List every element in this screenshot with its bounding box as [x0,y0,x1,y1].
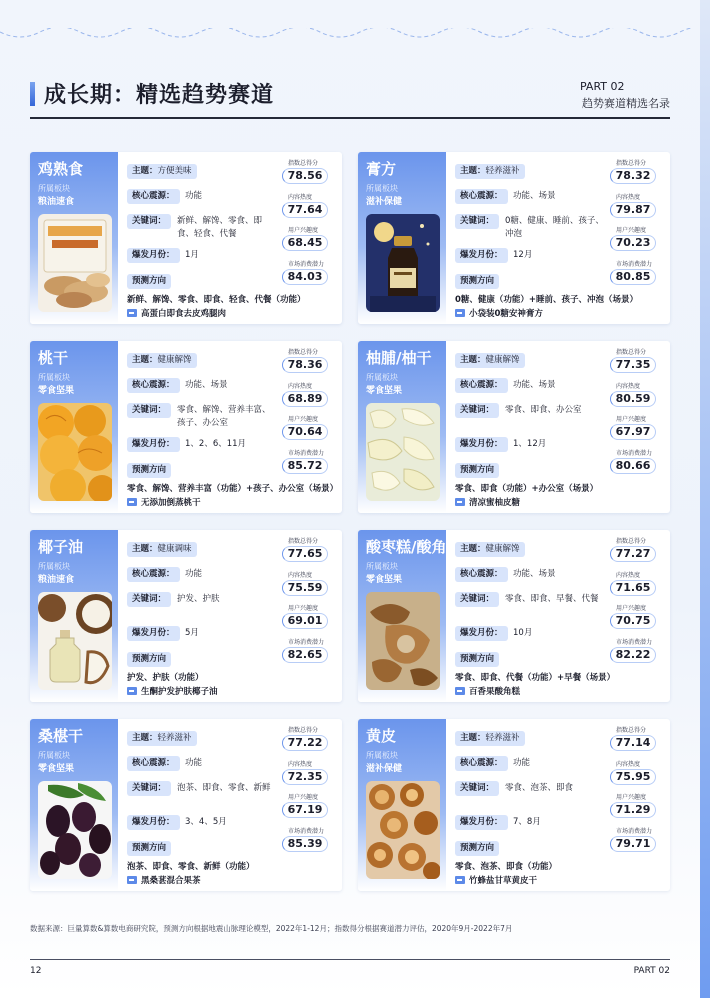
core-label: 核心震源： [132,191,175,201]
core-pill [455,567,508,582]
keywords-value: 泡茶、即食、零食、新鲜 [177,783,271,793]
month-label: 爆发月份： [132,628,175,638]
keywords-label: 关键词： [132,783,167,793]
keywords-pill [127,592,171,607]
total-score-label: 指数总得分 [616,727,647,734]
month-pill [127,626,180,641]
keywords-pill [455,214,499,229]
core-value: 功能、场景 [513,380,556,390]
content-heat-value: 71.65 [610,580,656,596]
recommended-product [127,685,218,697]
user-interest-label: 用户兴趣度 [616,227,647,234]
month-label: 爆发月份： [460,250,503,260]
theme-label: 主题： [460,355,486,365]
month-label: 爆发月份： [132,439,175,449]
market-potential-value: 85.72 [282,458,328,474]
recommended-product-name: 小袋装0糖安神膏方 [469,309,543,319]
month-pill [127,248,180,263]
month-value: 10月 [513,628,533,638]
core-value: 功能 [185,758,203,768]
segment-value: 零食坚果 [366,386,403,396]
core-value: 功能、场景 [185,380,228,390]
market-potential-value: 80.66 [610,458,656,474]
content-heat-value: 77.64 [282,202,328,218]
core-pill [127,567,180,582]
category-name: 桃干 [38,349,69,367]
keywords-value: 零食、解馋、营养丰富、孩子、办公室 [177,405,271,428]
total-score-value: 78.56 [282,168,328,184]
keywords-pill [455,592,499,607]
trend-card [358,530,670,702]
month-value: 1、2、6、11月 [185,439,247,449]
month-label: 爆发月份： [132,817,175,827]
total-score-value: 77.27 [610,546,656,562]
market-potential-label: 市场消费潜力 [616,450,653,457]
theme-label: 主题： [132,355,158,365]
content-heat-value: 68.89 [282,391,328,407]
theme-label: 主题： [132,544,158,554]
category-panel [358,719,446,891]
score-metrics [608,341,668,481]
theme-pill [127,353,197,368]
forecast-pill: 预测方向 [455,841,499,856]
month-pill [455,248,508,263]
core-value: 功能、场景 [513,569,556,579]
total-score-value: 77.35 [610,357,656,373]
score-metrics [608,152,668,292]
score-metrics [608,719,668,859]
total-score-value: 78.36 [282,357,328,373]
arrow-tag-icon [455,498,465,506]
month-value: 1月 [185,250,199,260]
forecast-text: 泡茶、即食、零食、新鲜（功能） [127,862,255,872]
recommended-product [455,307,543,319]
forecast-pill: 预测方向 [127,274,171,289]
month-value: 3、4、5月 [185,817,227,827]
theme-pill [455,731,525,746]
total-score-label: 指数总得分 [616,538,647,545]
part-label: PART 02 [580,80,625,93]
month-value: 7、8月 [513,817,541,827]
market-potential-value: 79.71 [610,836,656,852]
segment-label: 所属板块 [366,373,398,382]
segment-value: 零食坚果 [38,386,75,396]
trend-card [358,341,670,513]
month-label: 爆发月份： [460,628,503,638]
content-heat-label: 内容热度 [288,572,313,579]
recommended-product-name: 清凉蜜柚皮糖 [469,498,521,508]
category-name: 酸枣糕/酸角 [366,538,447,556]
forecast-text: 零食、泡茶、即食（功能） [455,862,558,872]
recommended-product [455,496,520,508]
market-potential-label: 市场消费潜力 [288,639,325,646]
total-score-value: 77.22 [282,735,328,751]
right-edge-strip [700,0,710,998]
market-potential-label: 市场消费潜力 [288,261,325,268]
recommended-product-name: 竹蜂盐甘草黄皮干 [469,876,538,886]
core-label: 核心震源： [460,569,503,579]
segment-value: 滋补保健 [366,197,403,207]
theme-value: 健康解馋 [157,355,192,365]
core-value: 功能 [185,191,203,201]
core-pill [455,756,508,771]
recommended-product [127,496,201,508]
arrow-tag-icon [455,309,465,317]
keywords-label: 关键词： [132,405,167,415]
user-interest-value: 69.01 [282,613,328,629]
market-potential-label: 市场消费潜力 [616,828,653,835]
total-score-label: 指数总得分 [288,538,319,545]
market-potential-value: 85.39 [282,836,328,852]
chicken-jerky-photo [38,214,112,312]
keywords-value: 零食、泡茶、即食 [505,783,574,793]
theme-value: 健康调味 [157,544,192,554]
market-potential-label: 市场消费潜力 [616,639,653,646]
recommended-product-name: 黑桑葚混合果茶 [141,876,201,886]
theme-pill [455,542,525,557]
forecast-pill: 预测方向 [127,841,171,856]
market-potential-label: 市场消费潜力 [288,828,325,835]
core-value: 功能 [185,569,203,579]
month-pill [455,815,508,830]
theme-label: 主题： [132,166,158,176]
market-potential-label: 市场消费潜力 [288,450,325,457]
market-potential-label: 市场消费潜力 [616,261,653,268]
user-interest-value: 70.23 [610,235,656,251]
score-metrics [280,341,340,481]
keywords-label: 关键词： [132,594,167,604]
content-heat-value: 80.59 [610,391,656,407]
user-interest-label: 用户兴趣度 [616,605,647,612]
segment-value: 粮油速食 [38,575,75,585]
segment-label: 所属板块 [366,751,398,760]
category-name: 黄皮 [366,727,397,745]
category-name: 椰子油 [38,538,84,556]
forecast-text: 零食、解馋、营养丰富（功能）+孩子、办公室（场景） [127,484,339,494]
content-heat-label: 内容热度 [616,761,641,768]
core-label: 核心震源： [460,191,503,201]
month-label: 爆发月份： [460,817,503,827]
title-accent-bar [30,82,35,106]
forecast-pill: 预测方向 [127,652,171,667]
month-label: 爆发月份： [460,439,503,449]
theme-value: 轻养滋补 [485,166,520,176]
month-value: 5月 [185,628,199,638]
arrow-tag-icon [127,876,137,884]
mulberry-photo [38,781,112,879]
keywords-value: 新鲜、解馋、零食、即食、轻食、代餐 [177,216,263,239]
recommended-product [455,874,537,886]
forecast-pill: 预测方向 [455,463,499,478]
category-panel [30,719,118,891]
keywords-pill [127,403,171,418]
core-label: 核心震源： [460,758,503,768]
dried-peach-photo [38,403,112,501]
total-score-value: 77.14 [610,735,656,751]
theme-value: 轻养滋补 [157,733,192,743]
pomelo-peel-photo [366,403,440,501]
core-pill [455,189,508,204]
core-pill [127,378,180,393]
arrow-tag-icon [455,876,465,884]
forecast-text: 护发、护肤（功能） [127,673,204,683]
theme-value: 方便美味 [157,166,192,176]
content-heat-label: 内容热度 [616,194,641,201]
user-interest-value: 67.19 [282,802,328,818]
total-score-label: 指数总得分 [616,160,647,167]
user-interest-label: 用户兴趣度 [288,794,319,801]
month-pill [455,437,508,452]
theme-pill [127,164,197,179]
month-pill [455,626,508,641]
keywords-label: 关键词： [460,405,495,415]
footer-part-label: PART 02 [633,966,670,976]
total-score-value: 78.32 [610,168,656,184]
theme-value: 健康解馋 [485,544,520,554]
content-heat-value: 75.59 [282,580,328,596]
user-interest-label: 用户兴趣度 [616,416,647,423]
page-header [30,78,670,118]
recommended-product [455,685,520,697]
total-score-label: 指数总得分 [288,349,319,356]
trend-card [358,719,670,891]
core-pill [127,189,180,204]
theme-pill [455,164,525,179]
footer-divider [30,959,670,960]
core-label: 核心震源： [132,758,175,768]
category-name: 桑椹干 [38,727,84,745]
segment-label: 所属板块 [366,562,398,571]
core-label: 核心震源： [460,380,503,390]
theme-label: 主题： [460,166,486,176]
content-heat-value: 75.95 [610,769,656,785]
data-source-footnote: 数据来源：巨量算数&算数电商研究院，预测方向根据地震山脉理论模型，2022年1-12月；指数得分根据赛道潜力评估，2020年9月-2022年7月 [30,924,513,933]
category-name: 鸡熟食 [38,160,84,178]
theme-label: 主题： [460,733,486,743]
segment-label: 所属板块 [38,562,70,571]
herbal-paste-photo [366,214,440,312]
recommended-product-name: 生酮护发护肤椰子油 [141,687,218,697]
segment-label: 所属板块 [38,184,70,193]
user-interest-label: 用户兴趣度 [288,605,319,612]
arrow-tag-icon [127,498,137,506]
coconut-oil-photo [38,592,112,690]
category-panel [358,530,446,702]
segment-value: 滋补保健 [366,764,403,774]
content-heat-value: 72.35 [282,769,328,785]
wampee-photo [366,781,440,879]
score-metrics [280,719,340,859]
content-heat-value: 79.87 [610,202,656,218]
month-pill [127,815,180,830]
content-heat-label: 内容热度 [616,383,641,390]
recommended-product [127,874,201,886]
keywords-pill [127,214,171,229]
month-value: 1、12月 [513,439,547,449]
trend-card [30,719,342,891]
score-metrics [608,530,668,670]
user-interest-label: 用户兴趣度 [288,227,319,234]
user-interest-value: 70.64 [282,424,328,440]
category-panel [30,341,118,513]
page-title: 成长期：精选趋势赛道 [44,83,275,108]
trend-card [30,341,342,513]
theme-value: 轻养滋补 [485,733,520,743]
forecast-text: 零食、即食、代餐（功能）+早餐（场景） [455,673,616,683]
user-interest-value: 70.75 [610,613,656,629]
category-name: 膏方 [366,160,397,178]
user-interest-value: 71.29 [610,802,656,818]
keywords-value: 0糖、健康、睡前、孩子、冲泡 [505,216,604,239]
user-interest-value: 68.45 [282,235,328,251]
forecast-pill: 预测方向 [455,652,499,667]
keywords-value: 零食、即食、办公室 [505,405,582,415]
market-potential-value: 80.85 [610,269,656,285]
user-interest-label: 用户兴趣度 [616,794,647,801]
content-heat-label: 内容热度 [288,383,313,390]
theme-pill [127,731,197,746]
recommended-product-name: 无添加倒蒸桃干 [141,498,201,508]
header-divider [30,117,670,119]
month-value: 12月 [513,250,533,260]
category-panel [30,152,118,324]
recommended-product-name: 高蛋白即食去皮鸡腿肉 [141,309,227,319]
content-heat-label: 内容热度 [288,194,313,201]
trend-card [30,530,342,702]
forecast-pill: 预测方向 [455,274,499,289]
total-score-label: 指数总得分 [288,160,319,167]
forecast-text: 0糖、健康（功能）+睡前、孩子、冲泡（场景） [455,295,639,305]
market-potential-value: 84.03 [282,269,328,285]
market-potential-value: 82.65 [282,647,328,663]
core-pill [455,378,508,393]
segment-value: 零食坚果 [38,764,75,774]
theme-value: 健康解馋 [485,355,520,365]
total-score-value: 77.65 [282,546,328,562]
content-heat-label: 内容热度 [616,572,641,579]
arrow-tag-icon [127,309,137,317]
segment-label: 所属板块 [38,751,70,760]
core-value: 功能、场景 [513,191,556,201]
month-pill [127,437,180,452]
keywords-value: 护发、护肤 [177,594,220,604]
keywords-label: 关键词： [460,783,495,793]
content-heat-label: 内容热度 [288,761,313,768]
forecast-pill: 预测方向 [127,463,171,478]
segment-label: 所属板块 [366,184,398,193]
forecast-text: 新鲜、解馋、零食、即食、轻食、代餐（功能） [127,295,306,305]
core-value: 功能 [513,758,531,768]
user-interest-label: 用户兴趣度 [288,416,319,423]
keywords-pill [455,781,499,796]
score-metrics [280,152,340,292]
page-number: 12 [30,966,42,976]
decorative-dashed-wave [0,28,700,44]
core-label: 核心震源： [132,569,175,579]
score-metrics [280,530,340,670]
keywords-label: 关键词： [460,594,495,604]
segment-label: 所属板块 [38,373,70,382]
category-name: 柚脯/柚干 [366,349,432,367]
keywords-label: 关键词： [132,216,167,226]
theme-pill [127,542,197,557]
core-pill [127,756,180,771]
theme-label: 主题： [460,544,486,554]
arrow-tag-icon [455,687,465,695]
core-label: 核心震源： [132,380,175,390]
theme-label: 主题： [132,733,158,743]
keywords-pill [455,403,499,418]
category-panel [358,341,446,513]
arrow-tag-icon [127,687,137,695]
trend-card [358,152,670,324]
theme-pill [455,353,525,368]
keywords-value: 零食、即食、早餐、代餐 [505,594,599,604]
segment-value: 粮油速食 [38,197,75,207]
recommended-product [127,307,226,319]
total-score-label: 指数总得分 [616,349,647,356]
segment-value: 零食坚果 [366,575,403,585]
trend-card [30,152,342,324]
keywords-label: 关键词： [460,216,495,226]
recommended-product-name: 百香果酸角糕 [469,687,521,697]
tamarind-photo [366,592,440,690]
forecast-text: 零食、即食（功能）+办公室（场景） [455,484,599,494]
category-panel [358,152,446,324]
keywords-pill [127,781,171,796]
total-score-label: 指数总得分 [288,727,319,734]
category-panel [30,530,118,702]
month-label: 爆发月份： [132,250,175,260]
market-potential-value: 82.22 [610,647,656,663]
part-subtitle: 趋势赛道精选名录 [582,97,670,110]
user-interest-value: 67.97 [610,424,656,440]
